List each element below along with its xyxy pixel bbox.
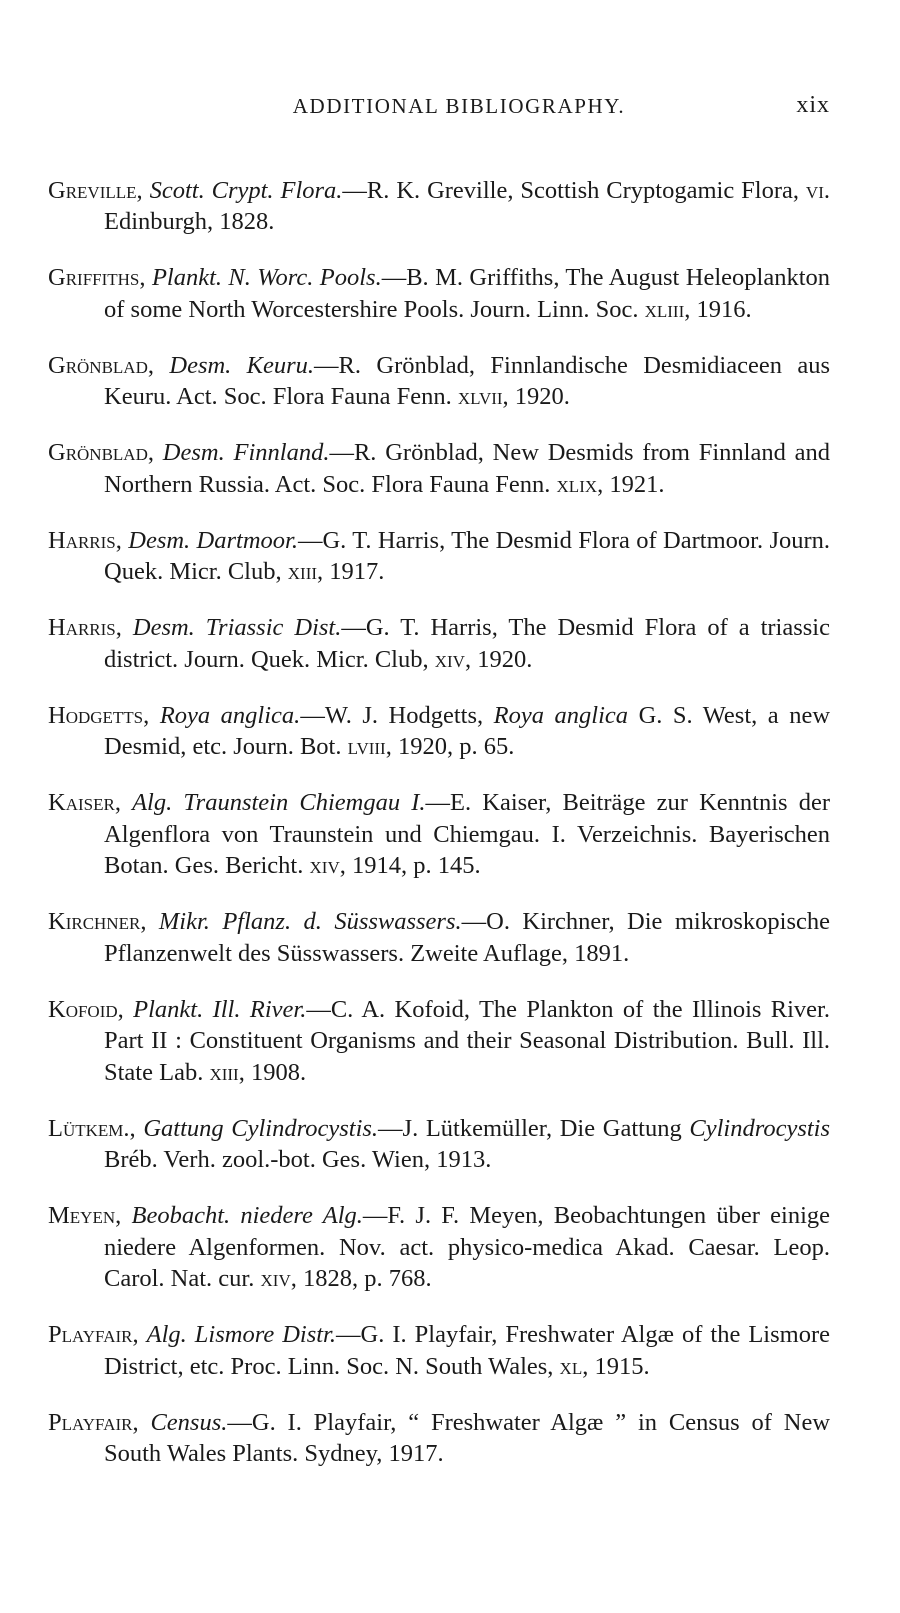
entry-text: —G. T. Harris, The Desmid Flora of a triassic district. Journ. Quek. Micr. Club, (104, 614, 830, 673)
entry-short-title: Desm. Triassic Dist. (132, 614, 342, 641)
entry-text: —G. I. Playfair, Freshwater Algæ of the Lismore District, etc. Proc. Linn. Soc. N. South Wales, (104, 1321, 830, 1380)
bibliography-entry: Lütkem., Gattung Cylindrocystis.—J. Lütkemüller, Die Gattung Cylindrocystis Bréb. Verh. zool.-bot. Ges. Wien, 1913. (48, 1114, 830, 1173)
entry-author: Lütkem. (48, 1114, 130, 1142)
bibliography-entry: Harris, Desm. Dartmoor.—G. T. Harris, The Desmid Flora of Dartmoor. Journ. Quek. Micr. Club, xiii, 1917. (48, 526, 831, 585)
bibliography-entry: Meyen, Beobacht. niedere Alg.—F. J. F. Meyen, Beobachtungen über einige niedere Algenformen. Nov. act. physico-medica Akad. Caesar. Leop. Carol. Nat. cur. xiv, 1828, p. 768. (48, 1202, 831, 1292)
entry-text: —F. J. F. Meyen, Beobachtungen über einige niedere Algenformen. Nov. act. physico-medica Akad. Caesar. Leop. Carol. Nat. cur. (104, 1202, 831, 1292)
entry-text: —G. I. Playfair, “ Freshwater Algæ ” in Census of New South Wales Plants. Sydney, 1917. (104, 1408, 831, 1467)
entry-text: —E. Kaiser, Beiträge zur Kenntnis der Algenflora von Traunstein und Chiemgau. I. Verzeichnis. Bayerischen Botan. Ges. Bericht. (104, 789, 830, 879)
entry-volume: xiii (209, 1058, 239, 1086)
entry-short-title: Beobacht. niedere Alg. (131, 1202, 363, 1229)
bibliography-entry: Hodgetts, Roya anglica.—W. J. Hodgetts, Roya anglica G. S. West, a new Desmid, etc. Journ. Bot. lviii, 1920, p. 65. (48, 701, 831, 760)
entry-short-title: Plankt. N. Worc. Pools. (151, 264, 382, 291)
entry-volume: xiii (287, 558, 318, 585)
entry-short-title: Desm. Keuru. (169, 351, 315, 379)
bibliography-entry: Kirchner, Mikr. Pflanz. d. Süsswassers.—O. Kirchner, Die mikroskopische Pflanzenwelt des Süsswassers. Zweite Auflage, 1891. (48, 908, 830, 967)
entry-short-title: Alg. Lismore Distr. (146, 1321, 336, 1348)
entry-author: Hodgetts (48, 701, 144, 729)
entry-tail: , 1920, p. 65. (385, 733, 515, 760)
entry-italic-title: Roya anglica (493, 701, 629, 729)
entry-volume: xl (559, 1352, 583, 1380)
entry-volume: xiv (260, 1265, 291, 1292)
bibliography-entry: Grönblad, Desm. Finnland.—R. Grönblad, New Desmids from Finnland and Northern Russia. Act. Soc. Flora Fauna Fenn. xlix, 1921. (48, 439, 830, 498)
bibliography-entry: Greville, Scott. Crypt. Flora.—R. K. Greville, Scottish Cryptogamic Flora, vi. Edinburgh, 1828. (48, 176, 830, 235)
entry-text: —W. J. Hodgetts, (300, 701, 494, 729)
entry-short-title: Plankt. Ill. River. (133, 995, 307, 1023)
bibliography-entry: Playfair, Alg. Lismore Distr.—G. I. Playfair, Freshwater Algæ of the Lismore District, etc. Proc. Linn. Soc. N. South Wales, xl, 1915. (48, 1321, 830, 1380)
entry-volume: xiv (309, 852, 340, 879)
entry-author: Grönblad (48, 351, 148, 379)
bibliography-entry: Harris, Desm. Triassic Dist.—G. T. Harris, The Desmid Flora of a triassic district. Journ. Quek. Micr. Club, xiv, 1920. (48, 614, 830, 673)
page-header (48, 0, 830, 130)
entry-author: Meyen (48, 1202, 116, 1229)
entry-short-title: Scott. Crypt. Flora. (149, 176, 343, 204)
entry-short-title: Alg. Traunstein Chiemgau I. (132, 789, 426, 816)
entry-tail: , 1828, p. 768. (290, 1265, 432, 1292)
entry-short-title: Census. (150, 1408, 228, 1436)
entry-author: Kofoid (48, 995, 118, 1023)
entry-volume: vi (805, 176, 824, 204)
entry-text: —G. T. Harris, The Desmid Flora of Dartmoor. Journ. Quek. Micr. Club, (104, 526, 831, 585)
entry-text: —R. Grönblad, New Desmids from Finnland and Northern Russia. Act. Soc. Flora Fauna Fenn. (104, 439, 830, 498)
entry-author: Playfair (48, 1321, 133, 1348)
entry-author: Greville (48, 176, 137, 204)
bibliography-entry: Griffiths, Plankt. N. Worc. Pools.—B. M. Griffiths, The August Heleoplankton of some North Worcestershire Pools. Journ. Linn. Soc. xliii, 1916. (48, 264, 831, 323)
entry-volume: lviii (347, 733, 386, 760)
bibliography-list (48, 150, 830, 1485)
entry-tail: , 1917. (317, 558, 385, 585)
entry-text-continued: Bréb. Verh. zool.-bot. Ges. Wien, 1913. (104, 1146, 492, 1173)
entry-short-title: Roya anglica. (159, 701, 301, 729)
bibliography-entry: Kofoid, Plankt. Ill. River.—C. A. Kofoid, The Plankton of the Illinois River. Part II : Constituent Organisms and their Seasonal Distribution. Bull. Ill. State Lab. xiii, 1908. (48, 995, 830, 1086)
bibliography-entry: Kaiser, Alg. Traunstein Chiemgau I.—E. Kaiser, Beiträge zur Kenntnis der Algenflora von Traunstein und Chiemgau. I. Verzeichnis. Bayerischen Botan. Ges. Bericht. xiv, 1914, p. 145. (48, 789, 830, 879)
entry-volume: xlvii (457, 383, 503, 410)
entry-author: Kaiser (48, 789, 115, 816)
entry-author: Harris (48, 614, 116, 641)
entry-short-title: Gattung Cylindrocystis. (143, 1114, 379, 1142)
entry-tail: , 1920. (464, 645, 533, 673)
entry-volume: xlix (556, 470, 598, 498)
page-number: xix (796, 92, 830, 118)
entry-text: —R. K. Greville, Scottish Cryptogamic Flora, (342, 176, 806, 204)
bibliography-entry: Grönblad, Desm. Keuru.—R. Grönblad, Finnlandische Desmidiaceen aus Keuru. Act. Soc. Flora Fauna Fenn. xlvii, 1920. (48, 351, 831, 410)
entry-tail: , 1920. (502, 383, 570, 410)
bibliography-page (48, 0, 831, 1467)
running-title: ADDITIONAL BIBLIOGRAPHY. (292, 94, 626, 118)
entry-text: —R. Grönblad, Finnlandische Desmidiaceen aus Keuru. Act. Soc. Flora Fauna Fenn. (104, 351, 831, 410)
entry-tail: , 1921. (597, 470, 665, 498)
entry-italic-title: Cylindrocystis (689, 1114, 830, 1142)
entry-text-continued: G. S. West, a new Desmid, etc. Journ. Bot. (104, 701, 831, 760)
entry-short-title: Desm. Dartmoor. (128, 526, 298, 554)
entry-author: Griffiths (48, 264, 140, 291)
entry-tail: , 1915. (582, 1352, 650, 1380)
entry-tail: , 1908. (238, 1058, 307, 1086)
entry-volume: xiv (434, 645, 465, 673)
entry-volume: xliii (644, 295, 685, 323)
entry-text: —J. Lütkemüller, Die Gattung (378, 1114, 690, 1142)
entry-tail: . Edinburgh, 1828. (104, 176, 830, 235)
entry-author: Harris (48, 526, 116, 554)
entry-text: —B. M. Griffiths, The August Heleoplankton of some North Worcestershire Pools. Journ. Linn. Soc. (104, 264, 831, 323)
entry-author: Playfair (48, 1408, 133, 1436)
entry-text: —O. Kirchner, Die mikroskopische Pflanzenwelt des Süsswassers. Zweite Auflage, 1891. (104, 908, 830, 967)
entry-author: Kirchner (48, 908, 141, 935)
entry-author: Grönblad (48, 439, 148, 466)
entry-text: —C. A. Kofoid, The Plankton of the Illinois River. Part II : Constituent Organisms and their Seasonal Distribution. Bull. Ill. State Lab. (104, 995, 830, 1086)
entry-short-title: Mikr. Pflanz. d. Süsswassers. (158, 908, 462, 935)
entry-tail: , 1916. (684, 295, 752, 323)
bibliography-entry: Playfair, Census.—G. I. Playfair, “ Freshwater Algæ ” in Census of New South Wales Plants. Sydney, 1917. (48, 1408, 831, 1467)
entry-short-title: Desm. Finnland. (162, 439, 330, 466)
entry-tail: , 1914, p. 145. (339, 852, 481, 879)
